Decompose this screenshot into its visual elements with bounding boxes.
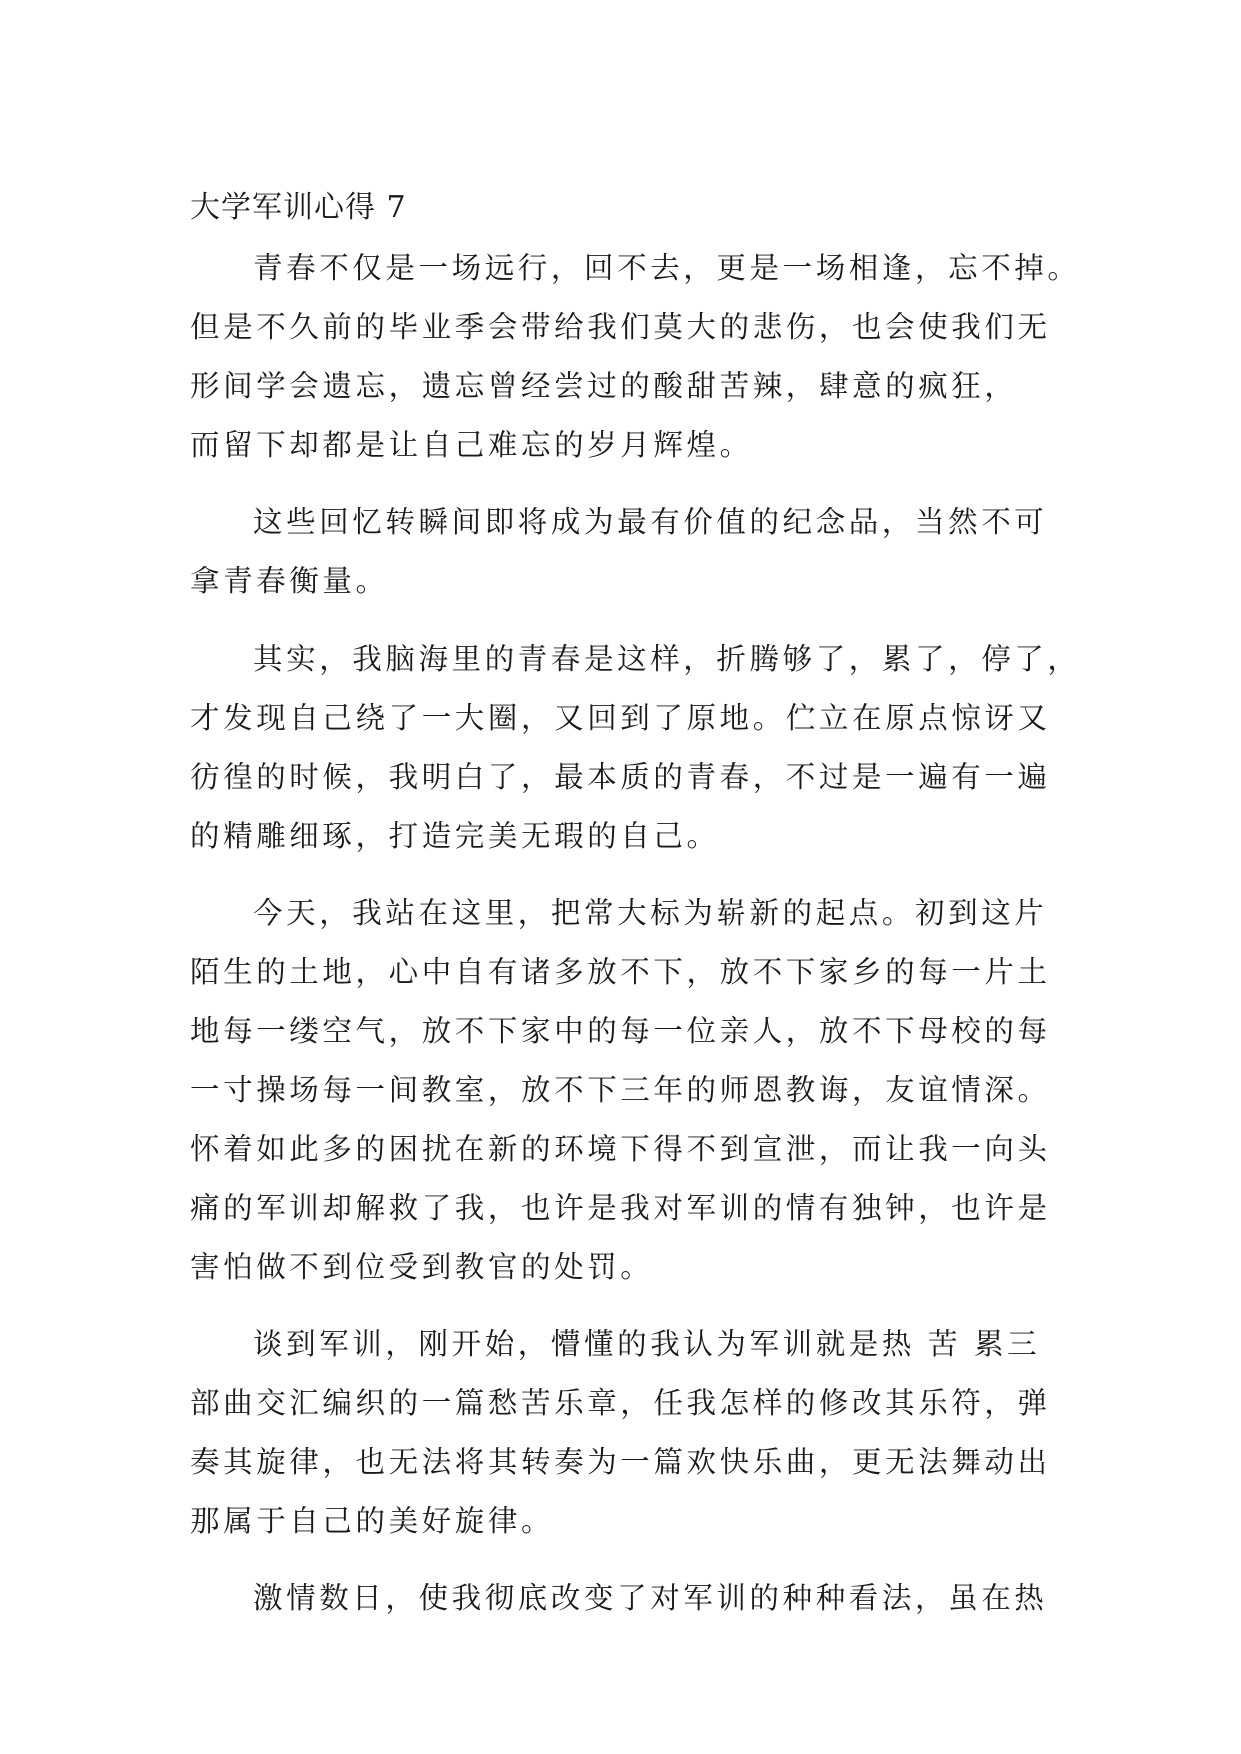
paragraph-line: 痛的军训却解救了我，也许是我对军训的情有独钟，也许是	[190, 1191, 1051, 1225]
paragraph-line: 彷徨的时候，我明白了，最本质的青春，不过是一遍有一遍	[190, 760, 1051, 794]
paragraph-line: 陌生的土地，心中自有诸多放不下，放不下家乡的每一片土	[190, 955, 1051, 989]
paragraph-line: 谈到军训，刚开始，懵懂的我认为军训就是热 苦 累三	[253, 1327, 1041, 1361]
paragraph-line: 的精雕细琢，打造完美无瑕的自己。	[190, 819, 720, 853]
paragraph-line: 形间学会遗忘，遗忘曾经尝过的酸甜苦辣，肆意的疯狂，	[190, 369, 1018, 403]
paragraph-line: 地每一缕空气，放不下家中的每一位亲人，放不下母校的每	[190, 1014, 1051, 1048]
paragraph-line: 害怕做不到位受到教官的处罚。	[190, 1250, 654, 1284]
paragraph-line: 拿青春衡量。	[190, 564, 389, 598]
paragraph-line: 怀着如此多的困扰在新的环境下得不到宣泄，而让我一向头	[190, 1132, 1051, 1166]
paragraph-line: 这些回忆转瞬间即将成为最有价值的纪念品，当然不可	[253, 505, 1048, 539]
paragraph-line: 那属于自己的美好旋律。	[190, 1504, 555, 1538]
paragraph-line: 今天，我站在这里，把常大标为崭新的起点。初到这片	[253, 896, 1048, 930]
paragraph-line: 部曲交汇编织的一篇愁苦乐章，任我怎样的修改其乐符，弹	[190, 1386, 1051, 1420]
paragraph-line: 而留下却都是让自己难忘的岁月辉煌。	[190, 428, 753, 462]
paragraph-line: 但是不久前的毕业季会带给我们莫大的悲伤，也会使我们无	[190, 310, 1051, 344]
document-title: 大学军训心得 7	[190, 190, 407, 225]
paragraph-line: 奏其旋律，也无法将其转奏为一篇欢快乐曲，更无法舞动出	[190, 1445, 1051, 1479]
paragraph-line: 其实，我脑海里的青春是这样，折腾够了，累了，停了，	[253, 642, 1081, 676]
paragraph-line: 青春不仅是一场远行，回不去，更是一场相逢，忘不掉。	[253, 251, 1081, 285]
paragraph-line: 才发现自己绕了一大圈，又回到了原地。伫立在原点惊讶又	[190, 701, 1051, 735]
paragraph-line: 一寸操场每一间教室，放不下三年的师恩教诲，友谊情深。	[190, 1073, 1051, 1107]
paragraph-line: 激情数日，使我彻底改变了对军训的种种看法，虽在热	[253, 1581, 1048, 1615]
